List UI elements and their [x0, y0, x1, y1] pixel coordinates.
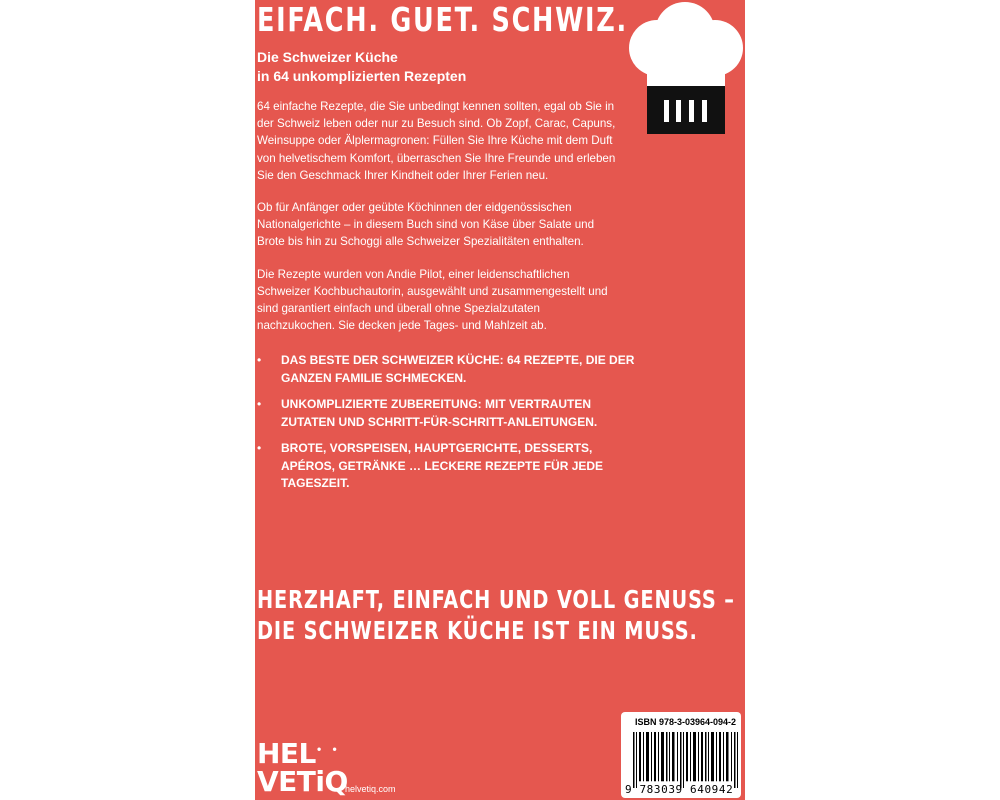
- slogan-line: HERZHAFT, EINFACH UND VOLL GENUSS –: [257, 585, 735, 614]
- logo-dots: • •: [317, 742, 341, 756]
- feature-item: [257, 396, 637, 431]
- bullet-marker: •: [257, 397, 262, 411]
- bullet-marker: •: [257, 353, 262, 367]
- subtitle-line: in 64 unkomplizierten Rezepten: [257, 68, 467, 84]
- chef-hat-icon: [627, 2, 745, 136]
- publisher-url: helvetiq.com: [345, 784, 396, 794]
- feature-text: BROTE, VORSPEISEN, HAUPTGERICHTE, DESSERTS, APÉROS, GETRÄNKE … LECKERE REZEPTE FÜR JEDE TAGESZEIT.: [281, 441, 604, 490]
- cover-headline: EIFACH. GUET. SCHWIZ.: [257, 0, 628, 39]
- feature-text: UNKOMPLIZIERTE ZUBEREITUNG: MIT VERTRAUTEN ZUTATEN UND SCHRITT-FÜR-SCHRITT-ANLEITUNGEN.: [281, 397, 598, 429]
- logo-line: HEL: [257, 737, 316, 770]
- isbn-number: ISBN 978-3-03964-094-2: [635, 717, 737, 727]
- description-paragraph: Ob für Anfänger oder geübte Köchinnen der eidgenössischen Nationalgerichte – in diesem Buch sind von Käse über Salate und Brote bis hin zu Schoggi alle Schweizer Spezialitäten enthalten.: [257, 201, 595, 249]
- slogan-line: DIE SCHWEIZER KÜCHE IST EIN MUSS.: [257, 616, 698, 645]
- barcode-digits: 9 783039 640942: [625, 783, 734, 796]
- barcode-icon: [633, 732, 739, 788]
- slogan: [257, 584, 735, 646]
- feature-text: DAS BESTE DER SCHWEIZER KÜCHE: 64 REZEPTE, DIE DER GANZEN FAMILIE SCHMECKEN.: [281, 353, 635, 385]
- logo-line: VETiQ: [257, 765, 348, 798]
- bullet-marker: •: [257, 441, 262, 455]
- description-paragraph: Die Rezepte wurden von Andie Pilot, einer leidenschaftlichen Schweizer Kochbuchautorin, ausgewählt und zusammengestellt und sind garantiert einfach und überall ohne Spezialzutaten nachzukochen. Sie decken jede Tages- und Mahlzeit ab.: [257, 267, 608, 333]
- feature-item: [257, 440, 637, 493]
- description: [257, 98, 619, 349]
- feature-item: [257, 352, 637, 387]
- book-back-cover: [255, 0, 745, 800]
- description-paragraph: 64 einfache Rezepte, die Sie unbedingt kennen sollten, egal ob Sie in der Schweiz leben oder nur zu Besuch sind. Ob Zopf, Carac, Capuns, Weinsuppe oder Älplermagronen: Füllen Sie Ihre Küche mit dem Duft von helvetischem Komfort, überraschen Sie Ihre Freunde und erleben Sie den Geschmack Ihrer Kindheit oder Ihrer Ferien neu.: [257, 100, 616, 182]
- isbn-barcode: [621, 712, 741, 798]
- subtitle-line: Die Schweizer Küche: [257, 49, 398, 65]
- feature-list: [257, 352, 637, 502]
- subtitle: [257, 48, 466, 86]
